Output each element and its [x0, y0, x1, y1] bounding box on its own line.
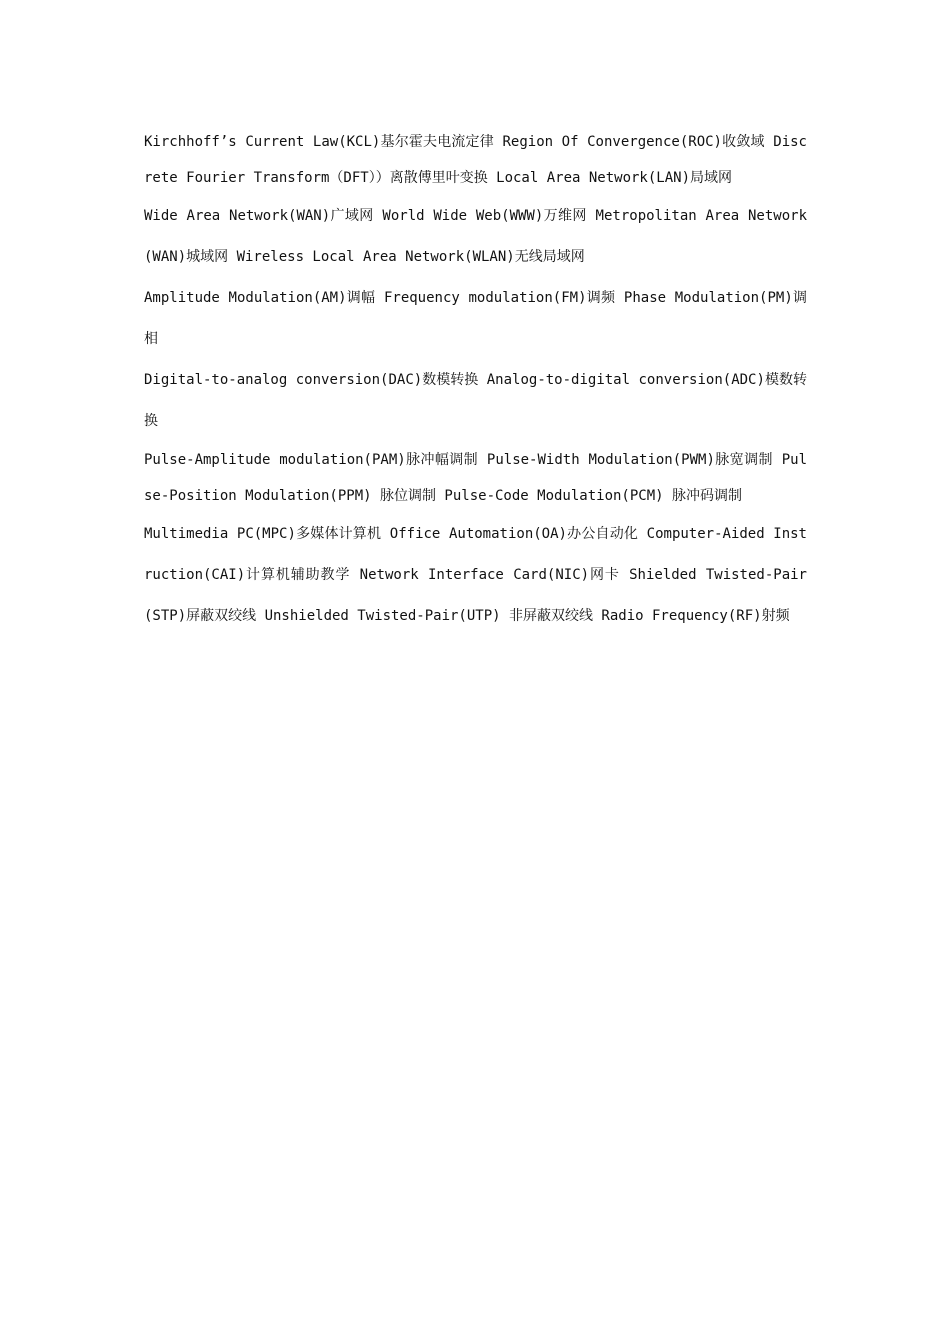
paragraph-dac-adc: Digital-to-analog conversion(DAC)数模转换 Analog-to-digital conversion(ADC)模数转换 [144, 372, 807, 429]
document-body [144, 124, 807, 637]
paragraph-mpc-oa-cai-nic-stp-utp-rf: Multimedia PC(MPC)多媒体计算机 Office Automation(OA)办公自动化 Computer-Aided Instruction(CAI)计算机辅助教学 Network Interface Card(NIC)网卡 Shielded Twisted-Pair(STP)屏蔽双绞线 Unshielded Twisted-Pair(UTP) 非屏蔽双绞线 Radio Frequency(RF)射频 [144, 526, 807, 624]
paragraph-am-fm-pm: Amplitude Modulation(AM)调幅 Frequency modulation(FM)调频 Phase Modulation(PM)调相 [144, 290, 807, 347]
paragraph-wan-www-man-wlan: Wide Area Network(WAN)广域网 World Wide Web(WWW)万维网 Metropolitan Area Network(WAN)城域网 Wireless Local Area Network(WLAN)无线局域网 [144, 208, 807, 265]
paragraph-pam-pwm-ppm-pcm: Pulse-Amplitude modulation(PAM)脉冲幅调制 Pulse-Width Modulation(PWM)脉宽调制 Pulse-Position Modulation(PPM) 脉位调制 Pulse-Code Modulation(PCM) 脉冲码调制 [144, 452, 807, 504]
paragraph-kcl-roc-dft-lan: Kirchhoff’s Current Law(KCL)基尔霍夫电流定律 Region Of Convergence(ROC)收敛域 Discrete Fourier Transform（DFT））离散傅里叶变换 Local Area Network(LAN)局域网 [144, 134, 807, 186]
